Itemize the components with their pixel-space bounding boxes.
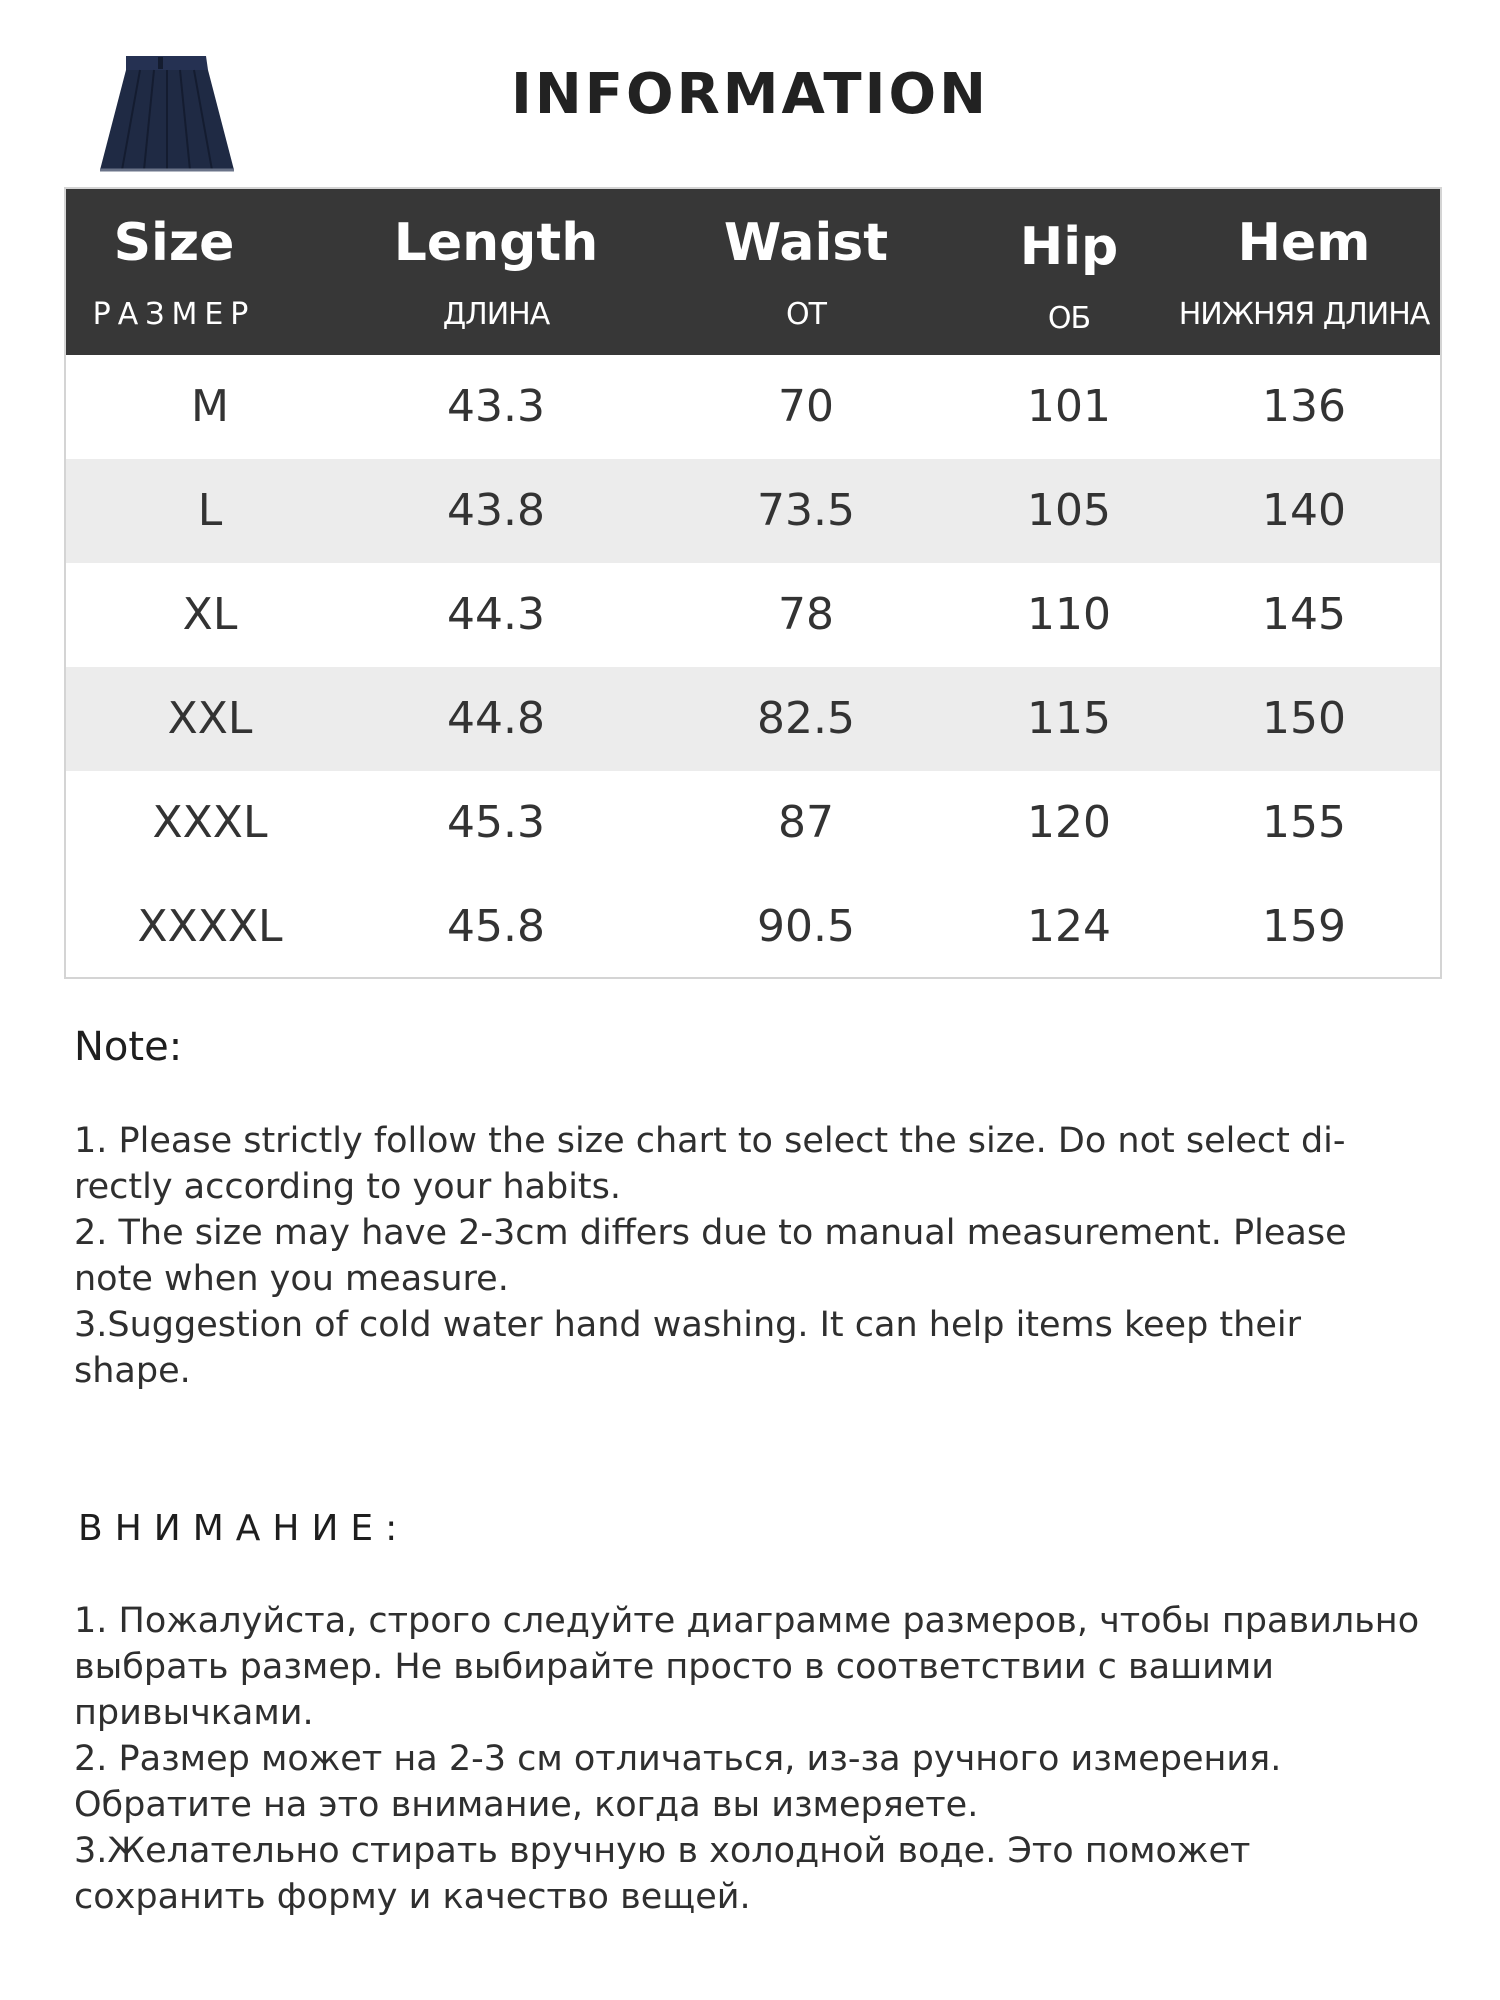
cell-size: XXL — [167, 693, 253, 744]
note-list — [74, 1118, 1414, 1394]
cell-size: XL — [182, 589, 238, 640]
note-item: 2. The size may have 2-3cm differs due to manual measurement. Please note when you measure. — [74, 1213, 1347, 1299]
cell-size: M — [191, 381, 229, 432]
cell-hip: 120 — [1027, 797, 1111, 848]
note-item: 3.Suggestion of cold water hand washing. It can help items keep their shape. — [74, 1305, 1301, 1391]
cell-hip: 110 — [1027, 589, 1111, 640]
cell-length: 45.3 — [447, 797, 545, 848]
cell-waist: 70 — [778, 381, 834, 432]
cell-hem: 155 — [1262, 797, 1346, 848]
cell-hem: 159 — [1262, 901, 1346, 952]
cell-hip: 124 — [1027, 901, 1111, 952]
header-cell-length — [372, 189, 620, 355]
page-title: INFORMATION — [511, 62, 989, 127]
table-row — [66, 771, 1440, 875]
cell-length: 44.8 — [447, 693, 545, 744]
cell-length: 45.8 — [447, 901, 545, 952]
header-cell-size — [66, 189, 282, 355]
cell-hip: 101 — [1027, 381, 1111, 432]
table-row — [66, 459, 1440, 563]
ru-note-item: 3.Желательно стирать вручную в холодной воде. Это поможет сохранить форму и качество вещей. — [74, 1831, 1251, 1917]
cell-size: L — [197, 485, 223, 536]
cell-waist: 90.5 — [757, 901, 855, 952]
cell-waist: 78 — [778, 589, 834, 640]
cell-hip: 105 — [1027, 485, 1111, 536]
cell-length: 43.8 — [447, 485, 545, 536]
header-ru: НИЖНЯЯ ДЛИНА — [1178, 297, 1430, 332]
cell-hem: 150 — [1262, 693, 1346, 744]
size-chart-table — [64, 187, 1442, 979]
ru-note-item: 1. Пожалуйста, строго следуйте диаграмме размеров, чтобы правильно выбрать размер. Не выбирайте просто в соответствии с вашими привычками. — [74, 1601, 1420, 1733]
header-en: Hem — [1237, 213, 1371, 273]
cell-waist: 73.5 — [757, 485, 855, 536]
table-row — [66, 355, 1440, 459]
header-en: Hip — [1019, 217, 1119, 277]
table-row — [66, 667, 1440, 771]
cell-hem: 145 — [1262, 589, 1346, 640]
cell-hem: 136 — [1262, 381, 1346, 432]
cell-waist: 82.5 — [757, 693, 855, 744]
cell-hem: 140 — [1262, 485, 1346, 536]
cell-length: 43.3 — [447, 381, 545, 432]
header-cell-waist — [686, 189, 926, 355]
header-cell-hip — [962, 189, 1176, 355]
ru-note-title: ВНИМАНИЕ: — [78, 1508, 410, 1549]
table-header-row — [66, 189, 1440, 355]
cell-length: 44.3 — [447, 589, 545, 640]
header-ru: ОТ — [786, 297, 826, 332]
ru-note-item: 2. Размер может на 2-3 см отличаться, из-за ручного измерения. Обратите на это внимание, когда вы измеряете. — [74, 1739, 1282, 1825]
header-ru: ДЛИНА — [442, 297, 550, 332]
header-en: Waist — [723, 213, 889, 273]
cell-size: XXXXL — [137, 901, 283, 952]
header-ru: РАЗМЕР — [92, 297, 256, 332]
note-title: Note: — [74, 1024, 183, 1070]
header-ru: ОБ — [1047, 301, 1091, 336]
header-cell-hem — [1166, 189, 1442, 355]
ru-note-list — [74, 1598, 1434, 1920]
cell-hip: 115 — [1027, 693, 1111, 744]
header-en: Length — [393, 213, 599, 273]
cell-size: XXXL — [152, 797, 268, 848]
header-en: Size — [113, 213, 235, 273]
note-item: 1. Please strictly follow the size chart to select the size. Do not select di-rectly according to your habits. — [74, 1121, 1346, 1207]
table-row — [66, 563, 1440, 667]
table-row — [66, 875, 1440, 979]
cell-waist: 87 — [778, 797, 834, 848]
